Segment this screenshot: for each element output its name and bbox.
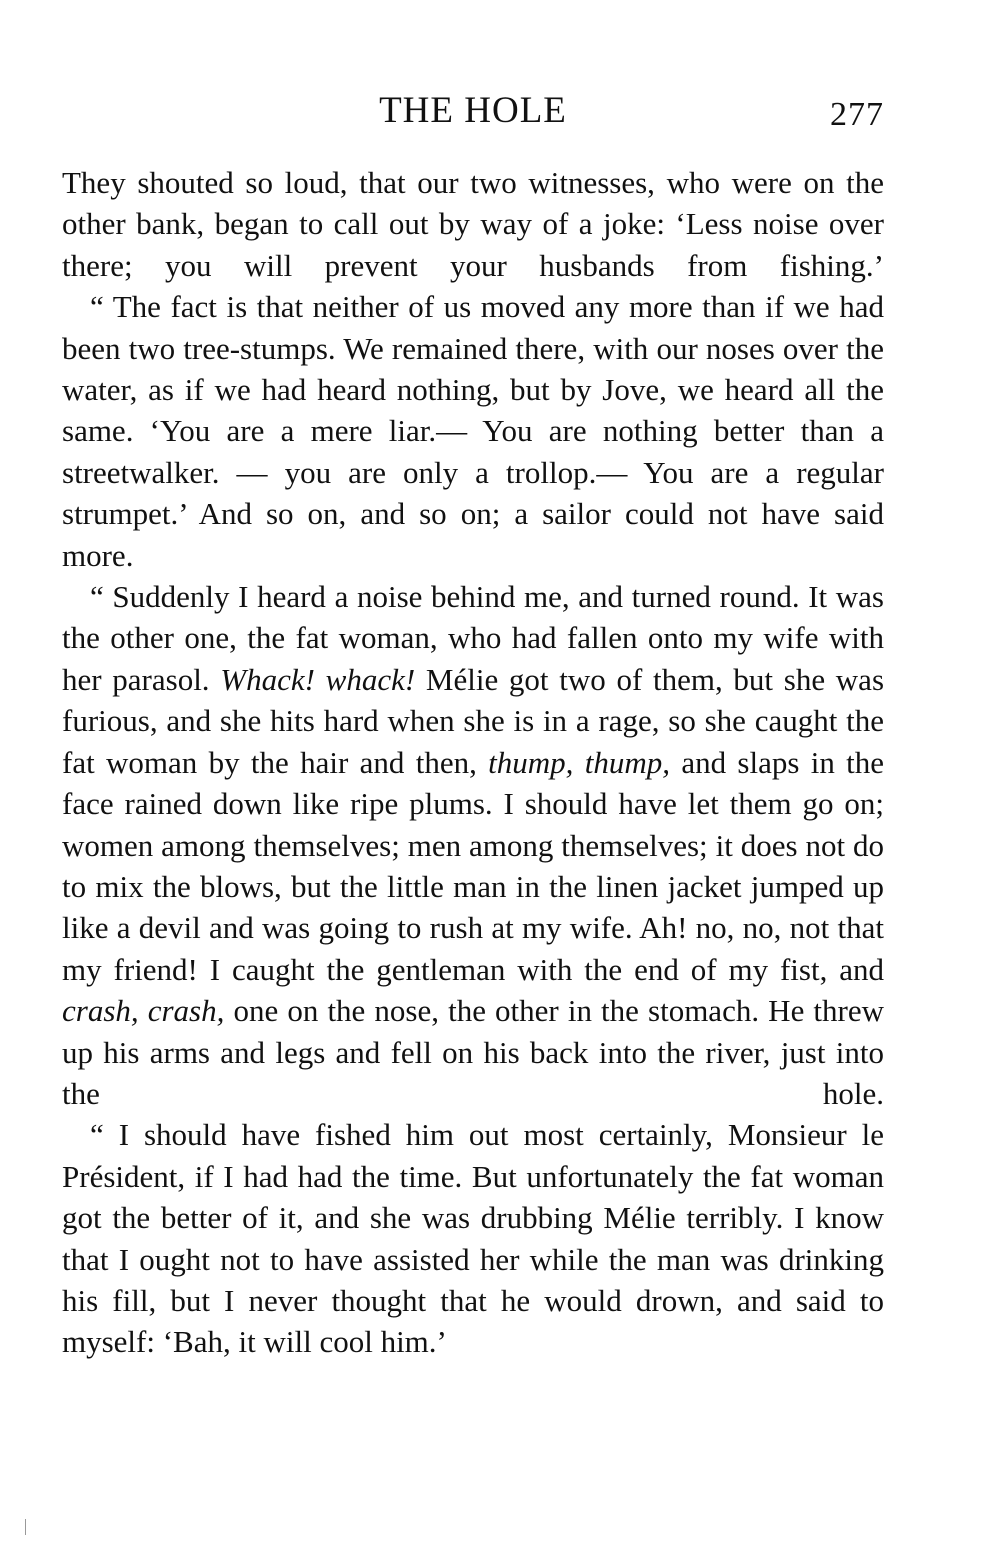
paragraph-3-part-a: “ Suddenly I heard a noise behind me, and turned round. It was the other one, the fat woman, who had fallen onto my wife with her parasol. [62, 579, 884, 697]
scan-margin-mark [25, 1519, 26, 1535]
body-text [62, 162, 884, 1363]
paragraph-3-part-b: Mélie got two of them, but she was furious, and she hits hard when she is in a rage, so she caught the fat woman by the hair and then, [62, 661, 885, 780]
paragraph-2: “ The fact is that neither of us moved any more than if we had been two tree-stumps. We remained there, with our noses over the water, as if we had heard nothing, but by Jove, we heard all the same. ‘You are a mere liar.— You are nothing better than a streetwalker. — you are only a trollop.— You are a regular strumpet.’ And so on, and so on; a sailor could not have said more. [62, 289, 884, 573]
running-title: THE HOLE [379, 90, 567, 131]
italic-thump: thump, thump, [488, 744, 670, 780]
paragraph-4: “ I should have fished him out most certainly, Monsieur le Président, if I had had the time. But unfortunately the fat woman got the better of it, and she was drubbing Mélie terribly. I know that I ought not to have assisted her while the man was drinking his fill, but I never thought that he would drown, and said to myself: ‘Bah, it will cool him.’ [62, 1117, 884, 1360]
italic-crash: crash, crash, [62, 993, 225, 1029]
paragraph-3-part-c: and slaps in the face rained down like ripe plums. I should have let them go on; women among themselves; men among themselves; it does not do to mix the blows, but the little man in the linen jacket jumped up like a devil and was going to rush at my wife. Ah! no, no, not that my friend! I caught the gentleman with the end of my fist, and [62, 744, 885, 987]
paragraph-3 [62, 576, 884, 1114]
page-number: 277 [830, 96, 884, 133]
running-head [62, 86, 884, 136]
paragraph-1: They shouted so loud, that our two witnesses, who were on the other bank, began to call out by way of a joke: ‘Less noise over there; you will prevent your husbands from fishing.’ [62, 165, 884, 283]
italic-whack: Whack! whack! [220, 661, 416, 697]
paragraph-3-part-d: one on the nose, the other in the stomach. He threw up his arms and legs and fell on his back into the river, just into the hole. [62, 993, 885, 1111]
